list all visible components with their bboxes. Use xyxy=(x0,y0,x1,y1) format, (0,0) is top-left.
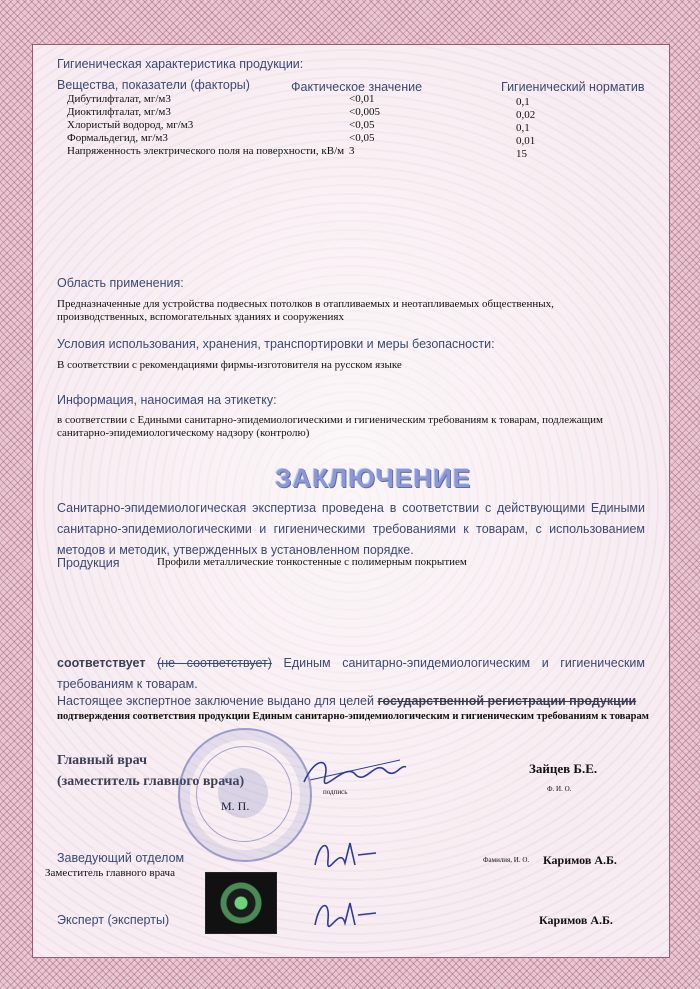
column-substance: Вещества, показатели (факторы) xyxy=(57,78,250,92)
product-label: Продукция xyxy=(57,556,120,570)
expert-signature xyxy=(310,895,380,935)
table-row-name: Диоктилфталат, мг/м3 xyxy=(67,106,171,118)
head-dept-label: Заведующий отделом xyxy=(57,851,185,865)
table-row-actual: <0,05 xyxy=(349,132,375,144)
hygiene-title: Гигиеническая характеристика продукции: xyxy=(57,57,304,71)
conditions-text: В соответствии с рекомендациями фирмы-изготовителя на русском языке xyxy=(57,359,402,371)
hologram-sticker xyxy=(205,872,277,934)
chief-signature xyxy=(300,752,410,792)
conclusion-text: Санитарно-эпидемиологическая экспертиза проведена в соответствии с действующими Едиными санитарно-эпидемиологическими и гигиеническими требованиями к товарам, с использованием методов и методик, утвержденных в установленном порядке. xyxy=(57,501,645,557)
signature-caption: подпись xyxy=(323,788,348,796)
table-row-norm: 15 xyxy=(516,148,527,160)
expert-label: Эксперт (эксперты) xyxy=(57,913,170,927)
compliance-statement xyxy=(57,653,645,695)
deputy-chief-label: Заместитель главного врача xyxy=(45,867,175,879)
complies-tail: Единым санитарно-эпидемиологическим и гигиеническим требованиям к товарам. xyxy=(57,656,645,691)
document-body xyxy=(32,44,670,958)
seal-emblem xyxy=(218,768,268,818)
table-row-norm: 0,1 xyxy=(516,96,530,108)
issued-for: Настоящее экспертное заключение выдано для целей xyxy=(57,694,374,708)
complies-word: соответствует xyxy=(57,656,146,670)
table-row-name: Напряженность электрического поля на поверхности, кВ/м xyxy=(67,145,345,157)
table-row-actual: <0,005 xyxy=(349,106,380,118)
column-actual: Фактическое значение xyxy=(291,80,423,94)
chief-title: Главный врач xyxy=(57,753,147,768)
surname-caption: Фамилия, И. О. xyxy=(483,856,530,864)
table-row-name: Дибутилфталат, мг/м3 xyxy=(67,93,171,105)
not-complies-word: (не соответствует) xyxy=(157,656,272,670)
conditions-title: Условия использования, хранения, транспортировки и меры безопасности: xyxy=(57,337,495,351)
label-info-title: Информация, наносимая на этикетку: xyxy=(57,393,277,407)
chief-name: Зайцев Б.Е. xyxy=(529,761,598,776)
table-row-actual: <0,05 xyxy=(349,119,375,131)
table-row-norm: 0,1 xyxy=(516,122,530,134)
table-row-name: Хлористый водород, мг/м3 xyxy=(67,119,194,131)
column-norm: Гигиенический норматив xyxy=(501,80,645,94)
fio-caption: Ф. И. О. xyxy=(547,785,572,793)
conclusion-title: ЗАКЛЮЧЕНИЕ xyxy=(275,463,472,493)
head-signature xyxy=(310,835,380,875)
scope-text: Предназначенные для устройства подвесных потолков в отапливаемых и неотапливаемых общественных, производственных, вспомогательных зданиях и сооружениях xyxy=(57,298,554,323)
scope-title: Область применения: xyxy=(57,276,184,290)
label-info-text: в соответствии с Едиными санитарно-эпидемиологическими и гигиеническим требованиям к товарам, подлежащим санитарно-эпидемиологическому надзору (контролю) xyxy=(57,414,603,439)
issued-purpose-struck: государственной регистрации продукции xyxy=(377,694,637,708)
chief-deputy: (заместитель главного врача) xyxy=(57,774,245,789)
table-row-norm: 0,02 xyxy=(516,109,536,121)
head-name: Каримов А.Б. xyxy=(543,853,617,867)
issued-purpose: подтверждения соответствия продукции Единым санитарно-эпидемиологическим и гигиеническим требованиям к товарам xyxy=(57,711,649,722)
issued-statement xyxy=(57,691,657,712)
table-row-norm: 0,01 xyxy=(516,135,536,147)
seal-stamp xyxy=(178,728,312,862)
table-row-actual: 3 xyxy=(349,145,355,157)
product-value: Профили металлические тонкостенные с полимерным покрытием xyxy=(157,556,467,568)
table-row-actual: <0,01 xyxy=(349,93,375,105)
expert-name: Каримов А.Б. xyxy=(539,913,613,927)
table-row-name: Формальдегид, мг/м3 xyxy=(67,132,168,144)
mp-label: М. П. xyxy=(221,799,250,813)
